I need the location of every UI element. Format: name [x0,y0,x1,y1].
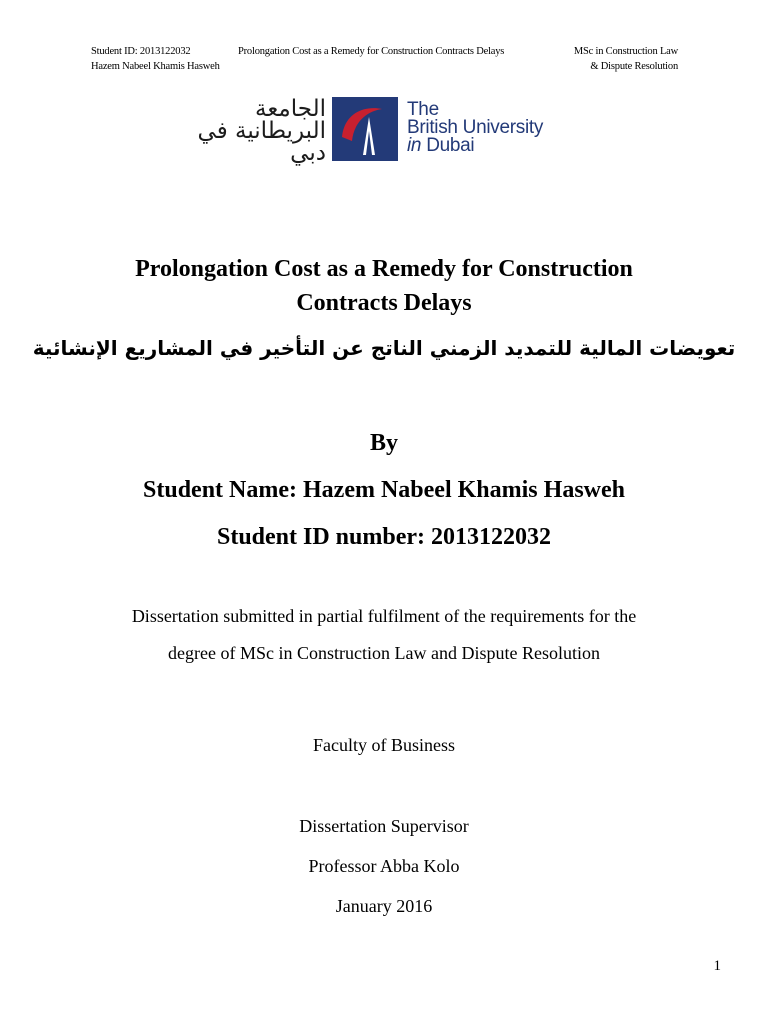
by-label: By [369,430,398,456]
logo-in: in [407,135,422,156]
header-dissertation-title: Prolongation Cost as a Remedy for Construction Contracts Delays [238,46,505,57]
header-student-id: Student ID: 2013122032 [91,46,191,57]
title-line-1: Prolongation Cost as a Remedy for Construction [135,256,633,282]
logo-line-in-dubai [407,137,543,155]
arabic-title: تعويضات المالية للتمديد الزمني الناتج عن التأخير في المشاريع الإنشائية [32,336,736,360]
submission-line-2: degree of MSc in Construction Law and Dispute Resolution [168,643,600,663]
logo-english-wordmark [407,101,543,155]
header-program-line2: & Dispute Resolution [590,61,678,72]
header-student-name: Hazem Nabeel Khamis Hasweh [91,61,220,72]
page-number: 1 [713,958,721,974]
supervisor-name: Professor Abba Kolo [308,856,460,876]
title-line-2: Contracts Delays [296,290,472,316]
faculty: Faculty of Business [313,735,455,755]
dissertation-title [0,252,768,320]
header-program-line1: MSc in Construction Law [573,46,678,57]
logo-arabic-wordmark: الجامعة البريطانية في دبي [197,96,326,166]
logo-line-british-university: British University [407,117,544,138]
student-name: Student Name: Hazem Nabeel Khamis Hasweh [143,477,625,503]
logo-line-the: The [407,99,439,120]
submission-statement [0,598,768,672]
university-emblem-icon [332,97,398,161]
supervisor-label: Dissertation Supervisor [299,816,469,836]
submission-line-1: Dissertation submitted in partial fulfilment of the requirements for the [131,606,637,626]
student-id-number: Student ID number: 2013122032 [216,524,552,550]
submission-date: January 2016 [335,896,433,916]
logo-dubai: Dubai [426,135,475,156]
